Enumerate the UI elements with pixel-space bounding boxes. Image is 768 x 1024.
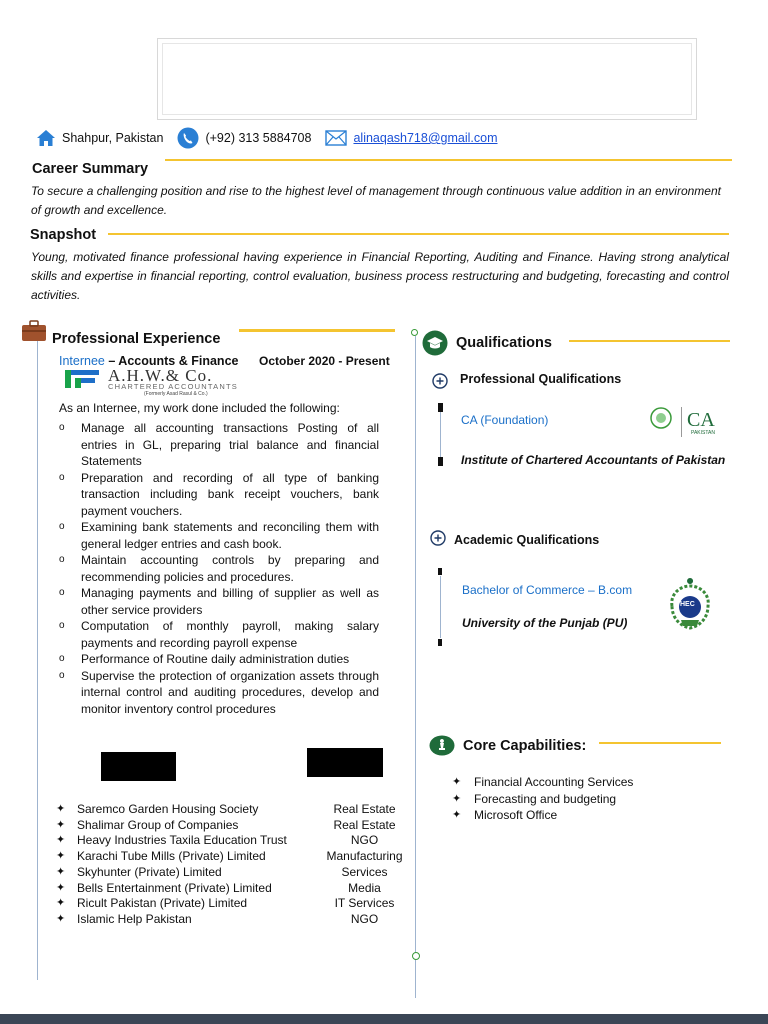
capability-item — [452, 774, 633, 791]
duty-text: Computation of monthly payroll, making salary payments and recording payroll expense — [81, 619, 379, 650]
duty-text: Examining bank statements and reconciling them with general ledger entries and cash book. — [81, 520, 379, 551]
company-logo-name: A.H.W.& Co. — [108, 366, 213, 385]
capability-text: Microsoft Office — [474, 808, 558, 822]
career-summary-rule — [165, 159, 732, 161]
role-prefix: Internee — [59, 354, 105, 368]
snapshot-title: Snapshot — [30, 227, 97, 243]
center-divider-line — [415, 336, 416, 998]
role-suffix: – Accounts & Finance — [104, 354, 239, 368]
client-row — [56, 912, 412, 928]
email-link[interactable]: alinaqash718@gmail.com — [353, 131, 498, 145]
hec-logo — [664, 576, 716, 632]
bullet-marker: o — [59, 669, 65, 681]
snapshot-text: Young, motivated finance professional having experience in Financial Reporting, Auditing and Finance. Having strong analytical skills and expertise in financial reporting, control evaluation, business process restructuring and budgeting, forecasting and control activities. — [31, 250, 729, 302]
star-bullet-icon: ✦ — [56, 834, 66, 847]
client-industry: Media — [348, 880, 381, 895]
professional-degree: CA (Foundation) — [461, 413, 549, 427]
duty-text: Performance of Routine daily administration duties — [81, 652, 350, 666]
qualifications-title: Qualifications — [456, 335, 552, 351]
bullet-marker: o — [59, 554, 65, 565]
star-bullet-icon: ✦ — [452, 809, 462, 821]
expand-plus-icon — [432, 373, 448, 389]
client-name — [56, 896, 317, 912]
client-name — [56, 881, 317, 897]
redacted-block-right — [307, 748, 383, 777]
client-row — [56, 833, 412, 849]
divider-top-dot — [411, 329, 418, 336]
company-logo — [64, 368, 249, 400]
left-timeline-line — [37, 340, 38, 980]
client-row — [56, 865, 412, 881]
duty-item — [59, 618, 379, 651]
duty-item — [59, 420, 379, 470]
client-row — [56, 896, 412, 912]
duty-text: Preparation and recording of all type of banking transaction including bank receipt vouchers, bank payment vouchers. — [81, 470, 379, 518]
bullet-marker: o — [59, 587, 65, 598]
timeline-marker — [438, 403, 443, 412]
star-bullet-icon: ✦ — [56, 897, 66, 910]
academic-qualifications-title: Academic Qualifications — [454, 533, 600, 547]
client-name-text: Shalimar Group of Companies — [77, 817, 239, 832]
expand-plus-icon — [430, 530, 446, 546]
client-name-text: Heavy Industries Taxila Education Trust — [77, 833, 287, 848]
phone-text: (+92) 313 5884708 — [205, 131, 312, 145]
client-industry: Manufacturing — [326, 849, 403, 864]
experience-intro: As an Internee, my work done included the following: — [59, 401, 340, 415]
client-industry: NGO — [350, 833, 379, 848]
bullet-marker: o — [59, 620, 65, 631]
client-name-text: Islamic Help Pakistan — [77, 911, 192, 926]
clients-list — [56, 802, 412, 928]
graduation-cap-icon — [422, 330, 448, 356]
client-row — [56, 881, 412, 897]
academic-institute: University of the Punjab (PU) — [462, 616, 628, 630]
briefcase-icon — [21, 320, 47, 342]
duties-list — [59, 420, 379, 717]
chess-piece-icon — [429, 735, 455, 756]
bullet-marker: o — [59, 521, 65, 532]
name-header-box — [157, 38, 697, 120]
career-summary-text: To secure a challenging position and rise to the highest level of management through continuous value addition in an environment of growth and excellence. — [31, 184, 721, 217]
client-name — [56, 833, 317, 849]
location-text: Shahpur, Pakistan — [62, 131, 164, 145]
client-name — [56, 865, 317, 881]
star-bullet-icon: ✦ — [452, 792, 462, 805]
star-bullet-icon: ✦ — [56, 912, 66, 925]
professional-institute: Institute of Chartered Accountants of Pakistan — [461, 453, 726, 467]
client-name — [56, 802, 317, 818]
client-industry: NGO — [350, 911, 379, 926]
contact-location — [36, 129, 163, 147]
icap-emblem-icon — [647, 407, 675, 429]
duty-item — [59, 519, 379, 552]
bullet-marker: o — [59, 653, 65, 664]
star-bullet-icon: ✦ — [56, 850, 66, 863]
client-industry: Services — [341, 864, 388, 879]
star-bullet-icon: ✦ — [56, 865, 66, 878]
phone-icon — [177, 127, 199, 149]
client-row — [56, 818, 412, 834]
timeline-marker — [438, 457, 443, 466]
client-name-text: Karachi Tube Mills (Private) Limited — [77, 849, 266, 864]
bullet-marker: o — [59, 422, 65, 433]
ahw-logo-mark — [64, 368, 102, 390]
client-name — [56, 912, 317, 928]
capabilities-title: Core Capabilities: — [463, 738, 587, 754]
duty-item — [59, 668, 379, 718]
icap-logo-divider — [681, 407, 682, 437]
professional-qualifications-title: Professional Qualifications — [460, 372, 622, 386]
contact-phone — [177, 127, 311, 149]
experience-title: Professional Experience — [52, 331, 221, 347]
qualifications-rule — [569, 340, 730, 342]
client-name-text: Ricult Pakistan (Private) Limited — [77, 896, 248, 911]
contact-line — [36, 127, 512, 149]
client-name-text: Bells Entertainment (Private) Limited — [77, 880, 272, 895]
snapshot-rule — [108, 233, 729, 235]
timeline-marker — [438, 639, 442, 646]
client-industry: IT Services — [334, 896, 395, 911]
career-summary-title: Career Summary — [32, 161, 149, 177]
academic-degree: Bachelor of Commerce – B.com — [462, 583, 633, 597]
duty-item — [59, 470, 379, 520]
icap-logo-text: CA — [687, 409, 715, 431]
client-name-text: Saremco Garden Housing Society — [77, 802, 259, 816]
client-industry: Real Estate — [333, 802, 396, 816]
capability-text: Forecasting and budgeting — [474, 791, 617, 806]
star-bullet-icon: ✦ — [56, 818, 66, 831]
capability-item — [452, 807, 633, 824]
star-bullet-icon: ✦ — [56, 881, 66, 894]
icap-logo-sub: PAKISTAN — [691, 430, 715, 436]
company-logo-sub: CHARTERED ACCOUNTANTS — [108, 382, 238, 391]
duty-item — [59, 552, 379, 585]
redacted-block-left — [101, 752, 176, 781]
capability-item — [452, 791, 633, 808]
client-industry: Real Estate — [333, 817, 396, 832]
experience-period: October 2020 - Present — [259, 354, 390, 368]
hec-logo-text: HEC — [680, 601, 695, 608]
capabilities-rule — [599, 742, 721, 744]
company-logo-note: (Formerly Asad Rasul & Co.) — [144, 391, 208, 397]
duty-text: Maintain accounting controls by preparing and recommending policies and procedures. — [81, 553, 379, 584]
star-bullet-icon: ✦ — [452, 776, 462, 788]
qual-timeline-line — [440, 412, 441, 457]
academic-timeline-line — [440, 576, 441, 638]
duty-item — [59, 585, 379, 618]
duty-text: Manage all accounting transactions Posting of all entries in GL, preparing trial balance and financial Statements — [81, 421, 379, 468]
duty-text: Managing payments and billing of supplier as well as other service providers — [81, 586, 379, 617]
duty-item — [59, 651, 379, 668]
client-name — [56, 818, 317, 834]
star-bullet-icon: ✦ — [56, 803, 66, 815]
mail-icon — [325, 130, 347, 146]
contact-email[interactable] — [325, 130, 497, 146]
client-row — [56, 849, 412, 865]
bullet-marker: o — [59, 471, 65, 483]
experience-rule — [239, 329, 395, 332]
capabilities-list — [452, 774, 633, 824]
timeline-marker — [438, 568, 442, 575]
footer-bar — [0, 1014, 768, 1024]
icap-logo — [643, 407, 727, 441]
duty-text: Supervise the protection of organization assets through internal control and auditing procedures, develop and monitor inventory control procedures — [81, 668, 379, 716]
client-row — [56, 802, 412, 818]
home-icon — [36, 129, 56, 147]
client-name-text: Skyhunter (Private) Limited — [77, 864, 222, 879]
client-name — [56, 849, 317, 865]
capability-text: Financial Accounting Services — [474, 775, 634, 789]
divider-bottom-dot — [412, 952, 420, 960]
